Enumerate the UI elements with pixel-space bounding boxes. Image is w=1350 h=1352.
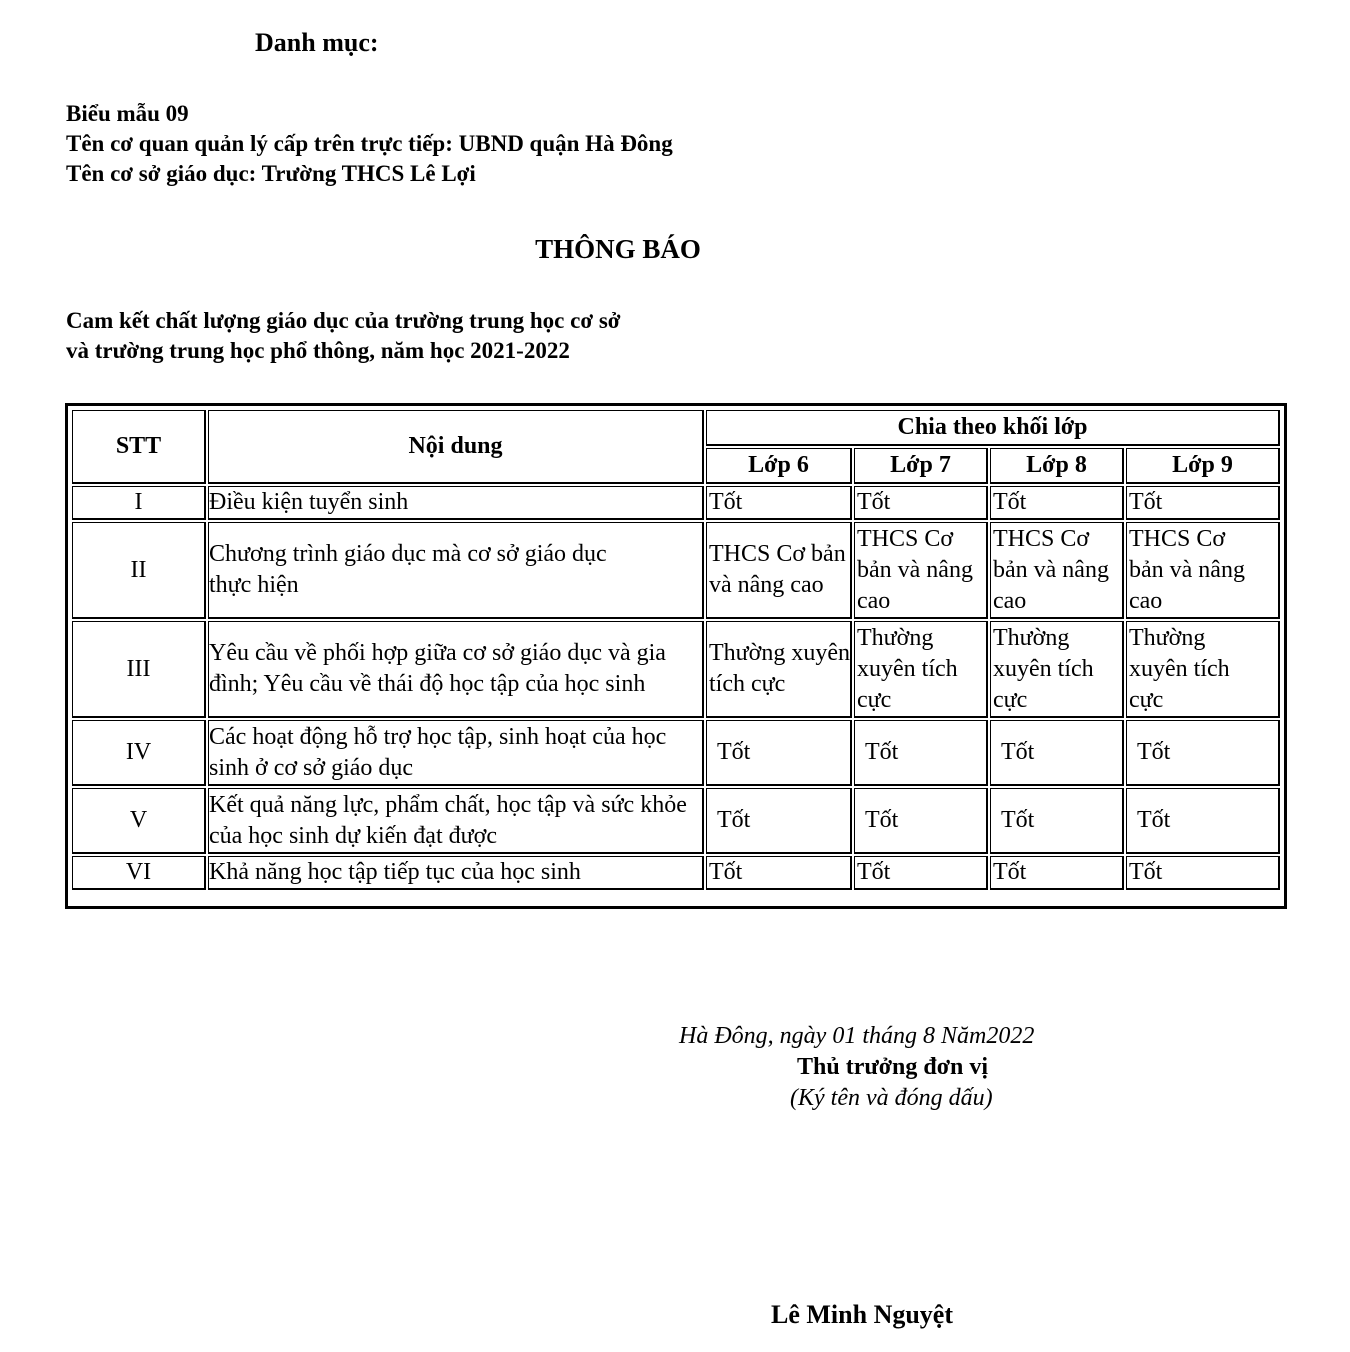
cell-grade-9: THCS Cơ bản và nâng cao	[1126, 522, 1280, 619]
cell-grade-8: Tốt	[990, 486, 1124, 520]
table-row	[72, 486, 1280, 520]
quality-table	[70, 408, 1282, 892]
school-line: Tên cơ sở giáo dục: Trường THCS Lê Lợi	[66, 161, 476, 186]
row-stt: VI	[72, 856, 206, 890]
cell-grade-6: Tốt	[706, 788, 852, 854]
cell-grade-8: THCS Cơ bản và nâng cao	[990, 522, 1124, 619]
cell-grade-6: THCS Cơ bản và nâng cao	[706, 522, 852, 619]
table-row	[72, 788, 1280, 854]
signer-name: Lê Minh Nguyệt	[771, 1300, 953, 1329]
cell-grade-9: Tốt	[1126, 788, 1280, 854]
header-grade-9: Lớp 9	[1126, 448, 1280, 484]
header-stt: STT	[72, 410, 206, 484]
header-grade-8: Lớp 8	[990, 448, 1124, 484]
cell-grade-7: THCS Cơ bản và nâng cao	[854, 522, 988, 619]
page-heading: Danh mục:	[255, 28, 379, 57]
cell-grade-7: Thường xuyên tích cực	[854, 621, 988, 718]
form-code: Biểu mẫu 09	[66, 101, 189, 126]
cell-grade-7: Tốt	[854, 720, 988, 786]
row-content: Các hoạt động hỗ trợ học tập, sinh hoạt của học sinh ở cơ sở giáo dục	[208, 720, 704, 786]
row-content: Yêu cầu về phối hợp giữa cơ sở giáo dục và gia đình; Yêu cầu về thái độ học tập của học sinh	[208, 621, 704, 718]
cell-grade-9: Thường xuyên tích cực	[1126, 621, 1280, 718]
cell-grade-7: Tốt	[854, 856, 988, 890]
cell-grade-7: Tốt	[854, 788, 988, 854]
cell-grade-8: Tốt	[990, 788, 1124, 854]
row-stt: II	[72, 522, 206, 619]
row-content: Kết quả năng lực, phẩm chất, học tập và sức khỏe của học sinh dự kiến đạt được	[208, 788, 704, 854]
header-grade-7: Lớp 7	[854, 448, 988, 484]
place-date: Hà Đông, ngày 01 tháng 8 Năm2022	[679, 1023, 1035, 1049]
header-grade-group: Chia theo khối lớp	[706, 410, 1280, 446]
table-row	[72, 856, 1280, 890]
row-content: Khả năng học tập tiếp tục của học sinh	[208, 856, 704, 890]
cell-grade-9: Tốt	[1126, 720, 1280, 786]
cell-grade-8: Tốt	[990, 856, 1124, 890]
table-row	[72, 621, 1280, 718]
row-stt: III	[72, 621, 206, 718]
table-row	[72, 720, 1280, 786]
quality-table-frame	[65, 403, 1287, 909]
cell-grade-8: Tốt	[990, 720, 1124, 786]
row-content: Điều kiện tuyển sinh	[208, 486, 704, 520]
row-stt: I	[72, 486, 206, 520]
header-grade-6: Lớp 6	[706, 448, 852, 484]
subtitle-line-2: và trường trung học phổ thông, năm học 2021-2022	[66, 338, 570, 363]
cell-grade-6: Tốt	[706, 856, 852, 890]
authority-line: Tên cơ quan quản lý cấp trên trực tiếp: UBND quận Hà Đông	[66, 131, 673, 156]
cell-grade-6: Thường xuyên tích cực	[706, 621, 852, 718]
cell-grade-7: Tốt	[854, 486, 988, 520]
table-row	[72, 522, 1280, 619]
row-stt: V	[72, 788, 206, 854]
signature-note: (Ký tên và đóng dấu)	[790, 1085, 993, 1111]
subtitle-line-1: Cam kết chất lượng giáo dục của trường trung học cơ sở	[66, 308, 621, 333]
notice-title: THÔNG BÁO	[535, 234, 701, 264]
cell-grade-8: Thường xuyên tích cực	[990, 621, 1124, 718]
row-stt: IV	[72, 720, 206, 786]
notice-subtitle	[66, 306, 621, 366]
cell-grade-9: Tốt	[1126, 486, 1280, 520]
cell-grade-9: Tốt	[1126, 856, 1280, 890]
cell-grade-6: Tốt	[706, 486, 852, 520]
header-content: Nội dung	[208, 410, 704, 484]
row-content: Chương trình giáo dục mà cơ sở giáo dục thực hiện	[208, 522, 704, 619]
signer-role: Thủ trưởng đơn vị	[797, 1054, 989, 1080]
cell-grade-6: Tốt	[706, 720, 852, 786]
